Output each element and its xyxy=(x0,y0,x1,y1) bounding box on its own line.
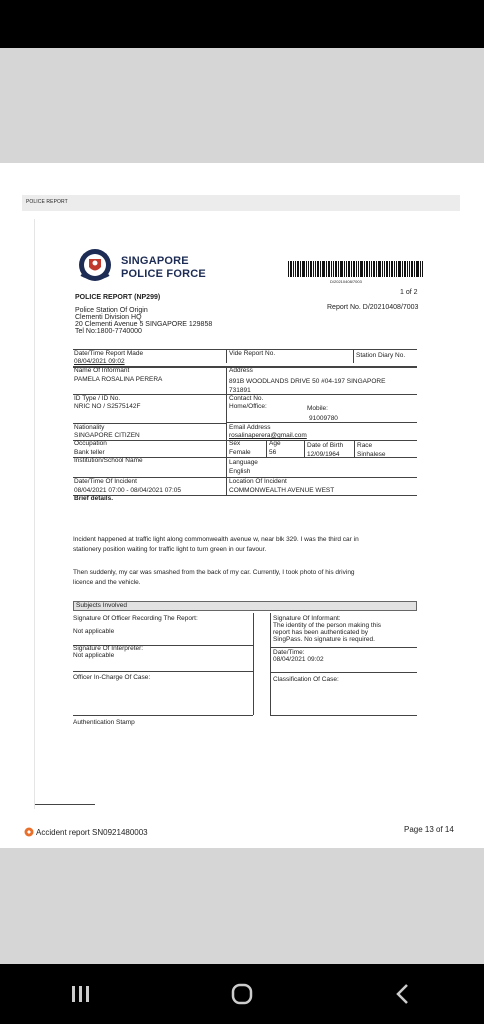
informant-label: Name Of Informant xyxy=(74,367,130,374)
document-header-title: POLICE REPORT xyxy=(26,199,68,205)
informant-signature-note: The identity of the person making this xyxy=(273,622,382,629)
postal-value: 731891 xyxy=(229,387,251,394)
form-line xyxy=(354,440,355,458)
dob-value: 12/09/1964 xyxy=(307,451,340,458)
interpreter-label: Signature Of Interpreter: xyxy=(73,645,144,652)
status-bar xyxy=(0,0,484,48)
institution-label: Institution/School Name xyxy=(74,457,143,464)
id-type-label: ID Type / ID No. xyxy=(74,395,121,402)
informant-signature-note: report has been authenticated by xyxy=(273,629,369,636)
informant-value: PAMELA ROSALINA PERERA xyxy=(74,376,163,383)
form-line xyxy=(353,349,354,363)
email-label: Email Address xyxy=(229,424,271,431)
form-line xyxy=(270,613,271,715)
brief-line: licence and the vehicle. xyxy=(73,579,141,586)
officer-signature-value: Not applicable xyxy=(73,628,115,635)
home-office-label: Home/Office: xyxy=(229,403,267,410)
subjects-involved-header: Subjects Involved xyxy=(73,601,417,611)
signature-datetime-value: 08/04/2021 09:02 xyxy=(273,656,324,663)
id-value: NRIC NO / S2575142F xyxy=(74,403,141,410)
document-header-bar xyxy=(22,195,460,211)
home-button[interactable] xyxy=(212,974,272,1014)
email-value: rosalinaperera@gmail.com xyxy=(229,432,307,439)
brief-label: Brief details. xyxy=(74,495,114,502)
form-line xyxy=(253,613,254,671)
contact-label: Contact No. xyxy=(229,395,264,402)
informant-signature-note: SingPass. No signature is required. xyxy=(273,636,375,643)
back-button[interactable] xyxy=(373,974,433,1014)
form-line xyxy=(304,440,305,458)
language-label: Language xyxy=(229,459,258,466)
occupation-value: Bank teller xyxy=(74,449,105,456)
race-value: Sinhalese xyxy=(357,451,386,458)
recent-apps-icon xyxy=(70,984,92,1004)
mobile-label: Mobile: xyxy=(307,405,328,412)
org-name-line2: POLICE FORCE xyxy=(121,268,206,280)
station-tel: Tel No:1800-7740000 xyxy=(75,328,142,335)
form-line xyxy=(270,672,417,673)
signature-datetime-label: Date/Time: xyxy=(273,649,305,656)
viewer-background-top xyxy=(0,48,484,163)
back-icon xyxy=(393,982,413,1006)
barcode-text: D/20210408/7003 xyxy=(330,279,362,284)
file-name: Accident report SN0921480003 xyxy=(36,828,148,837)
brief-line: stationery position waiting for traffic light to turn green in our favour. xyxy=(73,546,267,553)
form-line xyxy=(73,715,253,716)
barcode-icon xyxy=(288,261,423,277)
navigation-bar xyxy=(0,964,484,1024)
interpreter-block xyxy=(73,645,143,659)
pdf-file-icon xyxy=(24,827,34,837)
incident-time-label: Date/Time Of Incident xyxy=(74,478,137,485)
form-line xyxy=(226,477,227,495)
form-line xyxy=(35,804,95,805)
interpreter-value: Not applicable xyxy=(73,652,115,659)
dob-label: Date of Birth xyxy=(307,442,344,449)
occupation-label: Occupation xyxy=(74,440,107,447)
incident-time-value: 08/04/2021 07:00 - 08/04/2021 07:05 xyxy=(74,487,181,494)
form-line xyxy=(73,671,253,672)
informant-signature-block xyxy=(273,615,381,643)
page-count: 1 of 2 xyxy=(400,289,418,296)
police-crest-icon xyxy=(77,247,113,283)
form-line xyxy=(270,715,417,716)
org-name-line1: SINGAPORE xyxy=(121,255,189,267)
form-line xyxy=(253,671,254,715)
age-label: Age xyxy=(269,440,281,447)
report-title: POLICE REPORT (NP299) xyxy=(75,294,161,301)
document-viewer[interactable] xyxy=(0,163,484,848)
report-number: Report No. D/20210408/7003 xyxy=(327,304,419,311)
nationality-value: SINGAPORE CITIZEN xyxy=(74,432,140,439)
station-block xyxy=(75,307,212,335)
classification-label: Classification Of Case: xyxy=(273,676,339,683)
nationality-label: Nationality xyxy=(74,424,105,431)
signature-datetime-block xyxy=(273,649,324,663)
page-indicator: Page 13 of 14 xyxy=(404,825,454,834)
datetime-value: 08/04/2021 09:02 xyxy=(74,358,125,365)
form-line xyxy=(270,647,417,648)
datetime-label: Date/Time Report Made xyxy=(74,350,144,357)
language-value: English xyxy=(229,468,251,475)
sex-label: Sex xyxy=(229,440,241,447)
station-label: Police Station Of Origin xyxy=(75,307,148,314)
form-line xyxy=(266,440,267,458)
form-line xyxy=(226,422,417,423)
station-address: 20 Clementi Avenue 5 SINGAPORE 129858 xyxy=(75,321,213,328)
brief-line: Then suddenly, my car was smashed from the back of my car. Currently, I took photo of his driving xyxy=(73,569,355,576)
mobile-value: 91009780 xyxy=(309,415,338,422)
officer-signature-label: Signature Of Officer Recording The Report: xyxy=(73,615,198,622)
brief-paragraph-2 xyxy=(73,568,428,588)
race-label: Race xyxy=(357,442,373,449)
address-label: Address xyxy=(229,367,253,374)
incident-location-value: COMMONWEALTH AVENUE WEST xyxy=(229,487,335,494)
form-line xyxy=(73,495,417,496)
authentication-stamp-label: Authentication Stamp xyxy=(73,719,135,726)
incident-location-label: Location Of Incident xyxy=(229,478,287,485)
address-value: 891B WOODLANDS DRIVE 50 #04-197 SINGAPORE xyxy=(229,378,386,385)
home-icon xyxy=(230,982,254,1006)
vide-label: Vide Report No. xyxy=(229,350,276,357)
document-page xyxy=(34,219,454,809)
brief-paragraph-1 xyxy=(73,535,428,555)
form-line xyxy=(226,349,227,363)
diary-label: Station Diary No. xyxy=(356,352,406,359)
station-name: Clementi Division HQ xyxy=(75,314,142,321)
form-line xyxy=(73,440,417,441)
recent-apps-button[interactable] xyxy=(51,974,111,1014)
viewer-background-bottom xyxy=(0,848,484,964)
sex-value: Female xyxy=(229,449,251,456)
informant-signature-label: Signature Of Informant: xyxy=(273,615,341,622)
oic-label: Officer In-Charge Of Case: xyxy=(73,674,151,681)
age-value: 56 xyxy=(269,449,277,456)
brief-line: Incident happened at traffic light along commonwealth avenue w, near blk 329. I was the third car in xyxy=(73,536,359,543)
